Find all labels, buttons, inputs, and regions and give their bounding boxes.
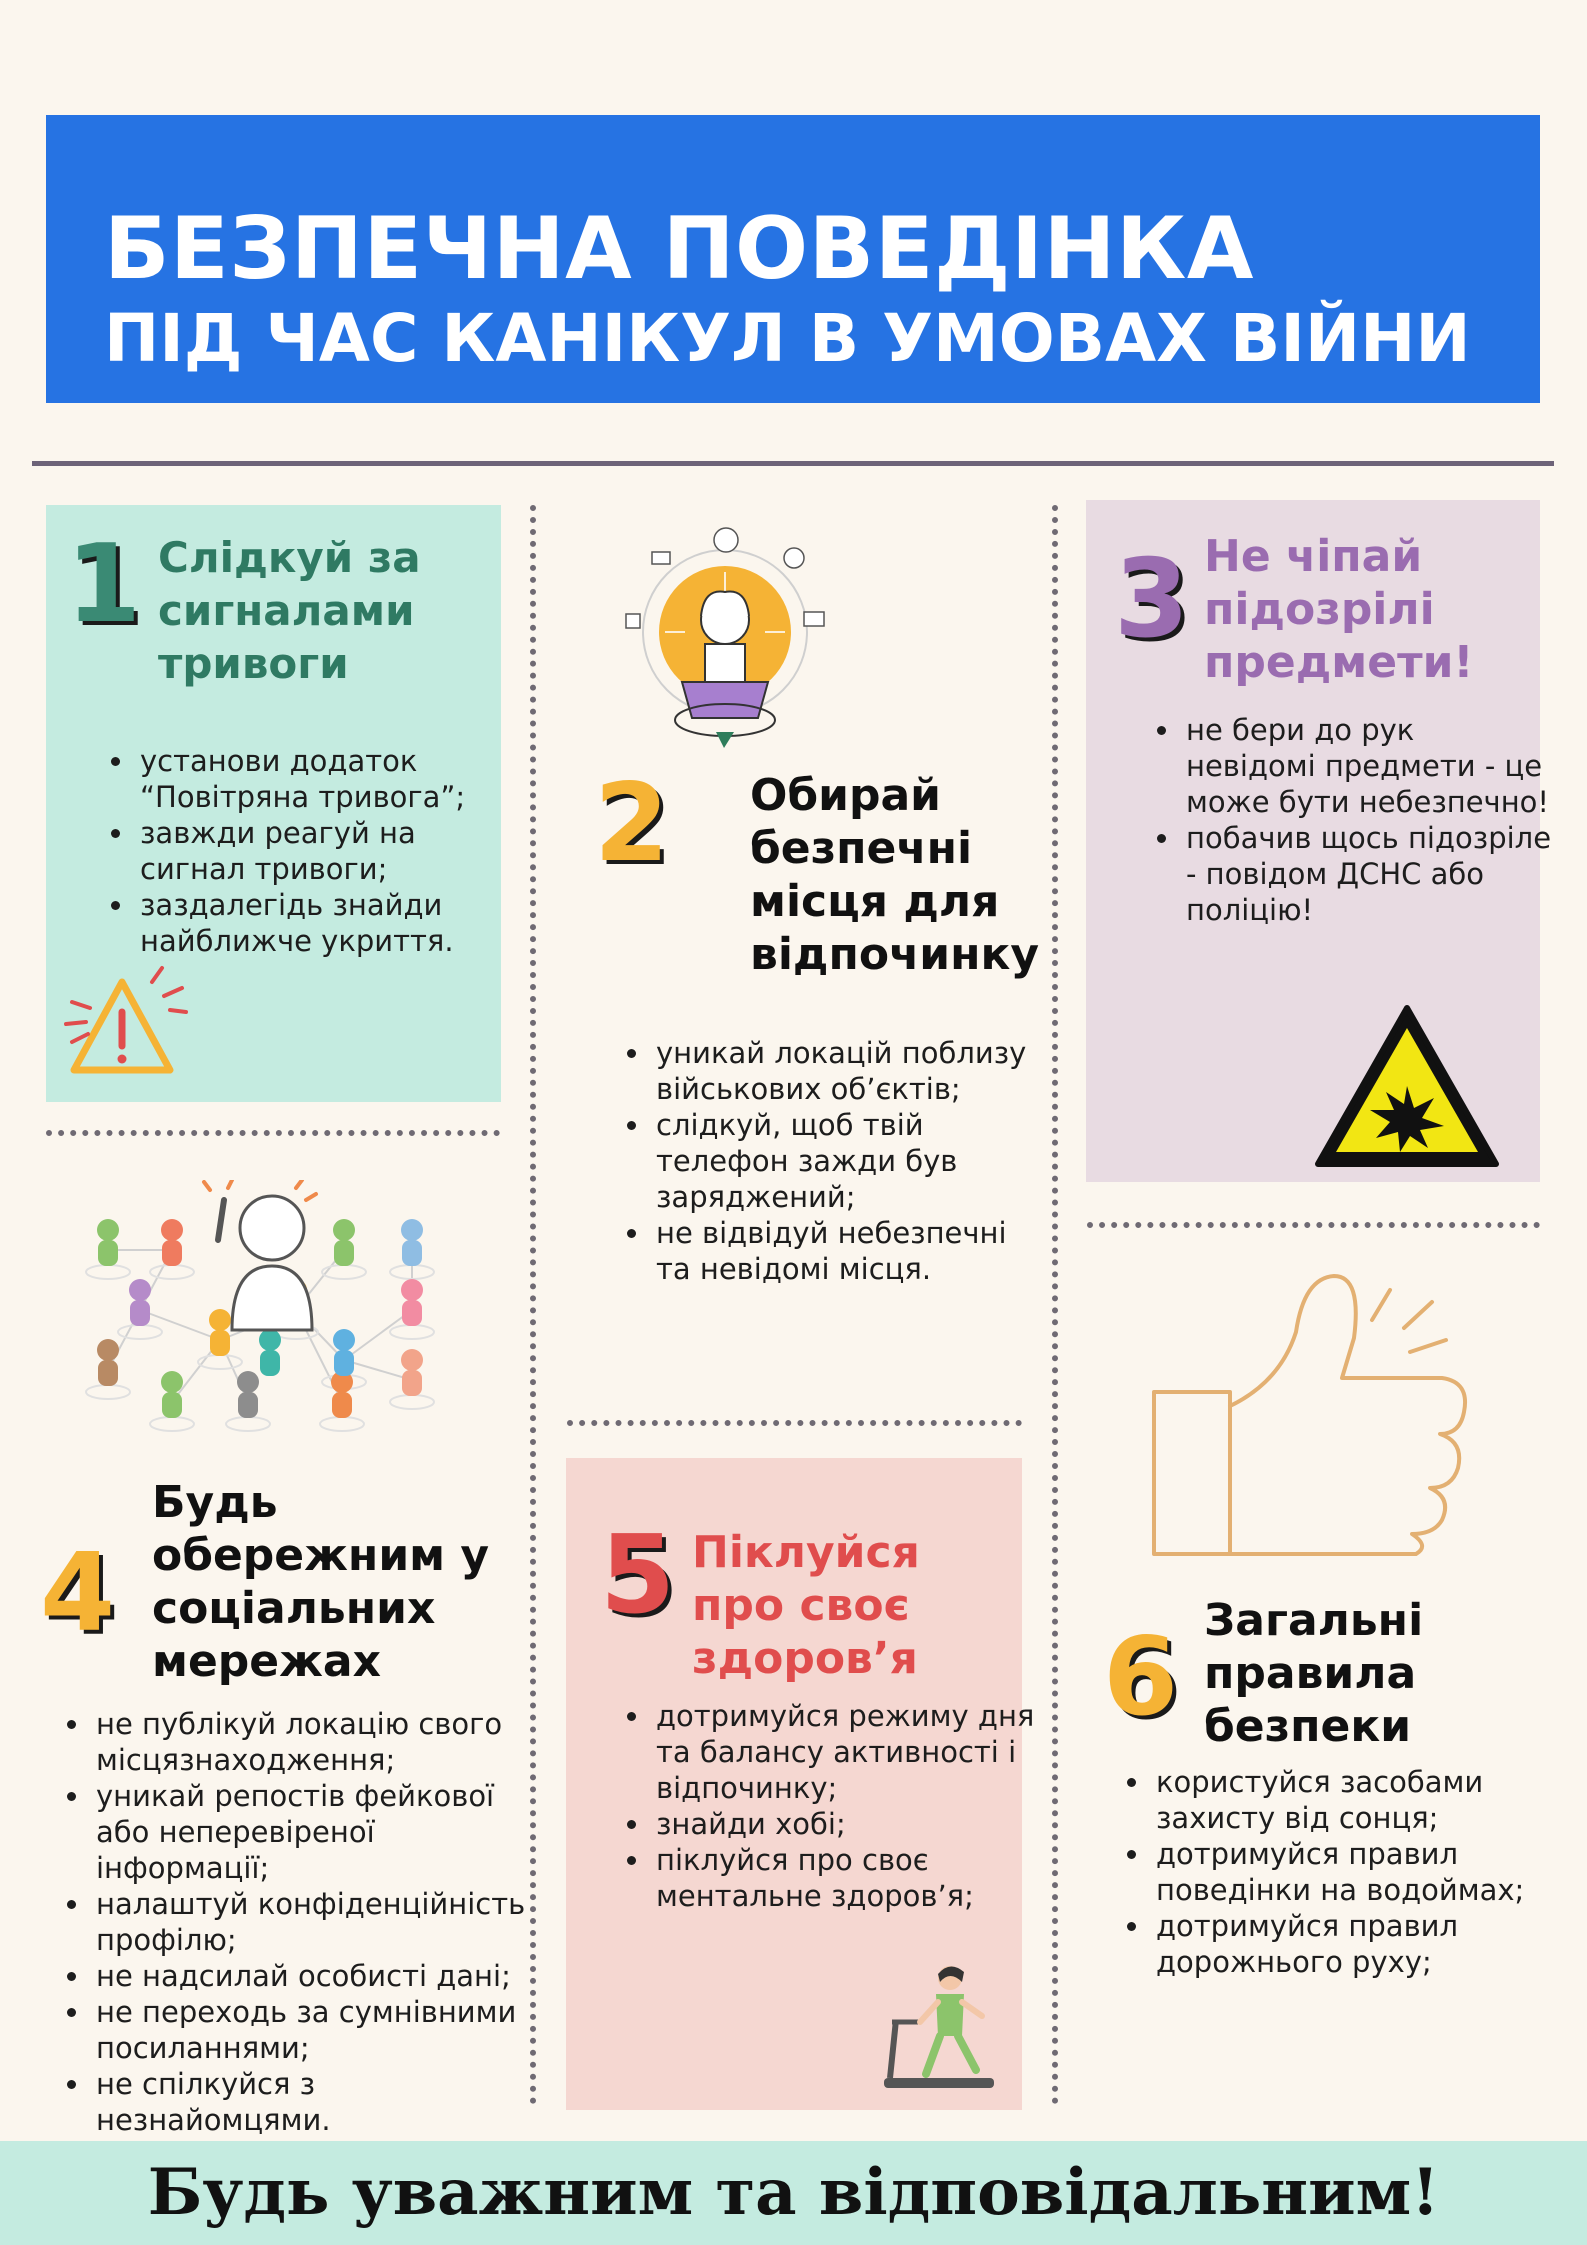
section-title: Загальні правила безпеки [1204,1595,1424,1752]
column-separator-right [1052,505,1058,2105]
section-list [612,1698,1052,1914]
section-number: 3 [1114,537,1190,662]
section-5-panel [566,1458,1035,2110]
list-item: • заздалегідь знайди найближче укриття. [136,887,526,959]
list-item: • установи додаток “Повітряна тривога”; [136,743,526,815]
list-item: • дотримуйся правил дорожнього руху; [1152,1908,1572,1980]
thumbs-up-icon [1140,1262,1480,1562]
section-list [1142,712,1552,928]
section-title: Слідкуй за сигналами тривоги [158,533,421,688]
footer-banner [0,2141,1587,2245]
list-item: • знайди хобі; [652,1806,1052,1842]
treadmill-runner-illustration [878,1960,1002,2100]
divider [32,461,1554,466]
list-item: • дотримуйся режиму дня та балансу активності і відпочинку; [652,1698,1052,1806]
list-item: • налаштуй конфіденційність профілю; [92,1886,552,1958]
list-item: • піклуйся про своє ментальне здоров’я; [652,1842,1052,1914]
list-item: • побачив щось підозріле - повідом ДСНС або поліцію! [1182,820,1552,928]
section-number: 6 [1103,1615,1179,1740]
list-item: • не надсилай особисті дані; [92,1958,552,1994]
person-at-laptop-illustration [612,522,838,758]
list-item: • не відвідуй небезпечні та невідомі місця. [652,1215,1047,1287]
section-number: 2 [594,761,670,886]
section-3-panel [1086,500,1552,1182]
section-list [96,743,526,959]
list-item: • не спілкуйся з незнайомцями. [92,2066,552,2138]
section-title: Обирай безпечні місця для відпочинку [750,770,1040,980]
section-number: 1 [66,522,142,647]
section-list [52,1706,552,2138]
row-separator-left [46,1130,500,1136]
list-item: • уникай репостів фейкової або неперевіреної інформації; [92,1778,552,1886]
list-item: • не бери до рук невідомі предмети - це може бути небезпечно! [1182,712,1552,820]
list-item: • дотримуйся правил поведінки на водоймах; [1152,1836,1572,1908]
section-list [612,1035,1047,1287]
list-item: • завжди реагуй на сигнал тривоги; [136,815,526,887]
list-item: • не переходь за сумнівними посиланнями; [92,1994,552,2066]
page-subtitle: ПІД ЧАС КАНІКУЛ В УМОВАХ ВІЙНИ [104,300,1471,377]
section-title: Піклуйся про своє здоров’я [692,1527,920,1684]
list-item: • користуйся засобами захисту від сонця; [1152,1764,1572,1836]
section-number: 4 [40,1531,116,1656]
title-banner [46,115,1540,403]
explosive-hazard-sign-icon [1312,1000,1502,1170]
row-separator-middle [567,1420,1022,1426]
social-network-people-illustration [60,1180,460,1446]
warning-triangle-icon [52,960,212,1085]
row-separator-right [1087,1222,1540,1228]
section-1-panel [46,505,501,1102]
section-title: Не чіпай підозрілі предмети! [1204,531,1474,688]
section-title: Будь обережним у соціальних мережах [152,1477,490,1687]
list-item: • слідкуй, щоб твій телефон зажди був заряджений; [652,1107,1047,1215]
section-list [1112,1764,1572,1980]
page-title: БЕЗПЕЧНА ПОВЕДІНКА [104,199,1254,299]
list-item: • не публікуй локацію свого місцязнаходження; [92,1706,552,1778]
list-item: • уникай локацій поблизу військових об’єктів; [652,1035,1047,1107]
section-number: 5 [600,1513,676,1638]
footer-slogan: Будь уважним та відповідальним! [147,2155,1440,2230]
